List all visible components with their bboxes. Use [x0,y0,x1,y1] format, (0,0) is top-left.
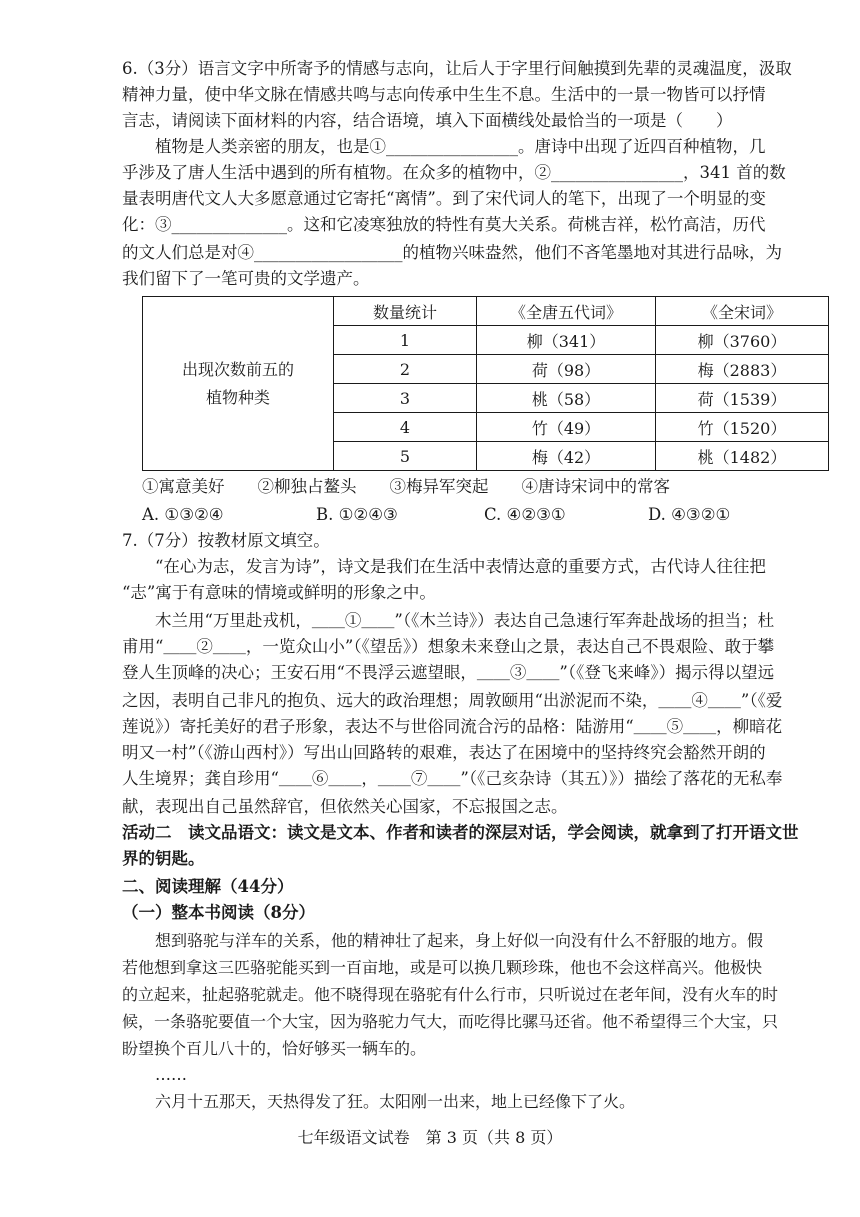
section-2-title: 二、阅读理解（44分） [122,877,294,896]
q6-option-b: B. ①②④③ [316,505,398,524]
q7-line: 莲说》）寄托美好的君子形象，表达不与世俗同流合污的品格：陆游用“＿＿⑤＿＿，柳暗花 [122,717,783,736]
table-cell: 4 [334,413,477,442]
table-cell: 5 [334,442,477,471]
row-header-text: 出现次数前五的植物种类 [181,359,294,407]
q7-line: 甫用“＿＿②＿＿，一览众山小”（《望岳》）想象未来登山之景，表达自己不畏艰险、敢于攀 [122,637,775,656]
table-cell: 2 [334,355,477,384]
q6-material-line-3: 量表明唐代文人大多愿意通过它寄托“离情”。到了宋代词人的笔下，出现了一个明显的变 [122,189,766,208]
table-header-cell: 数量统计 [334,297,477,326]
q6-line-3: 言志，请阅读下面材料的内容，结合语境，填入下面横线处最恰当的一项是（ ） [122,111,733,130]
q6-material-line-4: 化：③______________。这和它凌寒独放的特性有莫大关系。荷桃吉祥，松竹高洁，历代 [122,215,766,234]
table-cell: 3 [334,384,477,413]
q7-line: 之因，表明自己非凡的抱负、远大的政治理想；周敦颐用“出淤泥而不染，＿＿④＿＿”（《爱 [122,691,783,710]
table-cell: 桃（1482） [656,442,829,471]
q7-line: “志”寓于有意味的情境或鲜明的形象之中。 [122,583,436,602]
q7-line: “在心为志，发言为诗”，诗文是我们在生活中表情达意的重要方式，古代诗人往往把 [155,557,766,576]
q6-line-1: 6.（3分）语言文字中所寄予的情感与志向，让后人于字里行间触摸到先辈的灵魂温度，汲取 [122,59,792,78]
q6-option-d: D. ④③②① [648,505,731,524]
page-footer: 七年级语文试卷 第 3 页（共 8 页） [297,1128,563,1147]
q6-line-2: 精神力量，使中华文脉在情感共鸣与志向传承中生生不息。生活中的一景一物皆可以抒情 [122,85,766,104]
q6-material-line-2: 乎涉及了唐人生活中遇到的所有植物。在众多的植物中，②________________，341 首的数 [122,163,786,182]
q6-material-line-1: 植物是人类亲密的朋友，也是①________________。唐诗中出现了近四百种植物，几 [155,137,766,156]
excerpt-line: 六月十五那天，天热得发了狂。太阳刚一出来，地上已经像下了火。 [155,1092,636,1111]
activity-2-heading: 活动二 读文品语文：读文是文本、作者和读者的深层对话，学会阅读，就拿到了打开语文世 [122,823,799,842]
table-row-header [143,297,334,471]
table-cell: 荷（98） [477,355,656,384]
table-cell: 竹（49） [477,413,656,442]
table-cell: 梅（42） [477,442,656,471]
table-cell: 柳（3760） [656,326,829,355]
table-cell: 梅（2883） [656,355,829,384]
q6-material-line-5: 的文人们总是对④__________________的植物兴味盎然，他们不吝笔墨地对其进行品咏，为 [122,243,782,262]
q6-option-a: A. ①③②④ [142,505,224,524]
q6-material-line-6: 我们留下了一笔可贵的文学遗产。 [122,269,370,288]
excerpt-line: 盼望换个百儿八十的，恰好够买一辆车的。 [122,1039,427,1058]
q7-line: 献，表现出自己虽然辞官，但依然关心国家，不忘报国之志。 [122,797,568,816]
q7-line: 木兰用“万里赴戎机，＿＿①＿＿”（《木兰诗》）表达自己急速行军奔赴战场的担当；杜 [155,611,775,630]
excerpt-ellipsis: …… [155,1065,187,1084]
q7-line: 人生境界；龚自珍用“＿＿⑥＿＿，＿＿⑦＿＿”（《己亥杂诗（其五）》）描绘了落花的无私奉 [122,769,783,788]
table-cell: 竹（1520） [656,413,829,442]
q6-statements: ①寓意美好 ②柳独占鳌头 ③梅异军突起 ④唐诗宋词中的常客 [142,477,670,496]
excerpt-line: 想到骆驼与洋车的关系，他的精神壮了起来，身上好似一向没有什么不舒服的地方。假 [155,931,764,950]
table-cell: 荷（1539） [656,384,829,413]
excerpt-line: 的立起来，扯起骆驼就走。他不晓得现在骆驼有什么行市，只听说过在老年间，没有火车的时 [122,985,779,1004]
table-cell: 1 [334,326,477,355]
activity-2-heading-cont: 界的钥匙。 [122,849,205,868]
table-header-cell: 《全唐五代词》 [477,297,656,326]
table-cell: 桃（58） [477,384,656,413]
table-cell: 柳（341） [477,326,656,355]
section-2-subtitle: （一）整本书阅读（8分） [122,903,315,922]
q7-line: 登人生顶峰的决心；王安石用“不畏浮云遮望眼，＿＿③＿＿”（《登飞来峰》）揭示得以望远 [122,663,775,682]
q7-title: 7.（7分）按教材原文填空。 [122,531,330,550]
q7-line: 明又一村”（《游山西村》）写出山回路转的艰难，表达了在困境中的坚持终究会豁然开朗的 [122,743,766,762]
excerpt-line: 候，一条骆驼要值一个大宝，因为骆驼力气大，而吃得比骡马还省。他不希望得三个大宝，只 [122,1012,779,1031]
q6-option-c: C. ④②③① [484,505,566,524]
plant-frequency-table [142,296,829,471]
excerpt-line: 若他想到拿这三匹骆驼能买到一百亩地，或是可以换几颗珍珠，他也不会这样高兴。他极快 [122,958,763,977]
table-header-cell: 《全宋词》 [656,297,829,326]
